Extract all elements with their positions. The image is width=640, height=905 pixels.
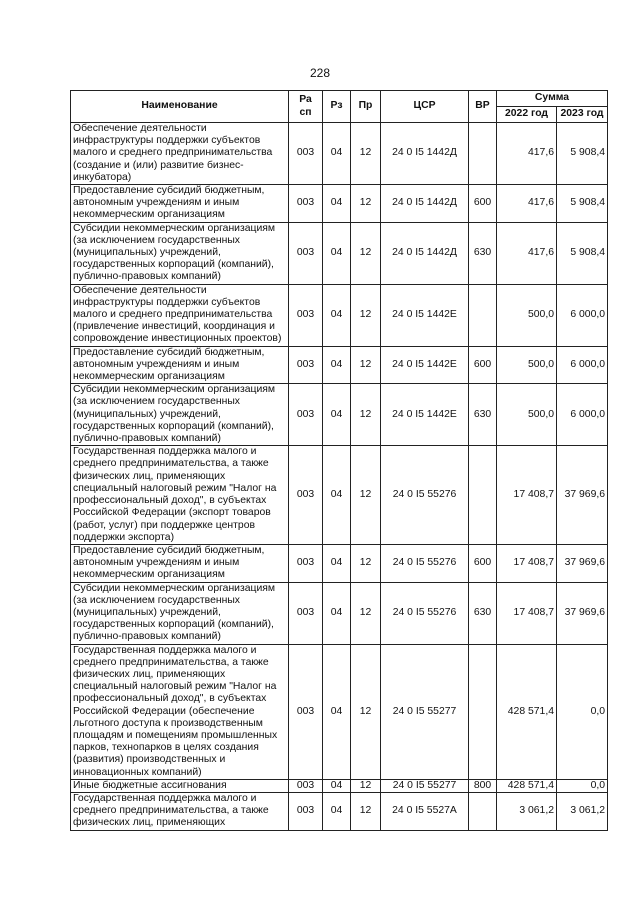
cell-name: Обеспечение деятельности инфраструктуры поддержки субъектов малого и среднего предпринимательства (создание и (или) развитие бизнес-инкубатора) bbox=[71, 123, 289, 185]
cell-vr bbox=[469, 446, 497, 545]
header-pr: Пр bbox=[351, 91, 381, 123]
cell-rz: 04 bbox=[323, 222, 351, 284]
cell-rz: 04 bbox=[323, 185, 351, 223]
cell-rz: 04 bbox=[323, 346, 351, 384]
cell-rz: 04 bbox=[323, 792, 351, 830]
cell-vr bbox=[469, 123, 497, 185]
cell-vr: 630 bbox=[469, 582, 497, 644]
cell-rz: 04 bbox=[323, 384, 351, 446]
header-name: Наименование bbox=[71, 91, 289, 123]
cell-s2022: 500,0 bbox=[497, 384, 557, 446]
cell-s2022: 428 571,4 bbox=[497, 779, 557, 792]
cell-pr: 12 bbox=[351, 185, 381, 223]
cell-s2023: 0,0 bbox=[557, 644, 608, 779]
cell-rz: 04 bbox=[323, 446, 351, 545]
cell-pr: 12 bbox=[351, 222, 381, 284]
cell-vr: 630 bbox=[469, 384, 497, 446]
cell-s2022: 417,6 bbox=[497, 123, 557, 185]
table-row bbox=[71, 384, 608, 446]
cell-rasp: 003 bbox=[289, 346, 323, 384]
cell-s2023: 0,0 bbox=[557, 779, 608, 792]
cell-pr: 12 bbox=[351, 582, 381, 644]
cell-csr: 24 0 I5 55276 bbox=[381, 446, 469, 545]
table-row bbox=[71, 582, 608, 644]
header-sum: Сумма bbox=[497, 91, 608, 107]
cell-pr: 12 bbox=[351, 446, 381, 545]
table-row bbox=[71, 222, 608, 284]
cell-pr: 12 bbox=[351, 384, 381, 446]
cell-vr bbox=[469, 792, 497, 830]
cell-s2022: 17 408,7 bbox=[497, 446, 557, 545]
cell-rasp: 003 bbox=[289, 446, 323, 545]
cell-csr: 24 0 I5 1442Д bbox=[381, 185, 469, 223]
cell-rasp: 003 bbox=[289, 123, 323, 185]
cell-vr: 630 bbox=[469, 222, 497, 284]
cell-name: Субсидии некоммерческим организациям (за исключением государственных (муниципальных) учреждений, государственных корпораций (компаний), публично-правовых компаний) bbox=[71, 582, 289, 644]
cell-s2022: 17 408,7 bbox=[497, 582, 557, 644]
cell-vr: 600 bbox=[469, 185, 497, 223]
cell-s2023: 5 908,4 bbox=[557, 123, 608, 185]
header-rasp-line1: Ра bbox=[299, 94, 312, 106]
cell-pr: 12 bbox=[351, 284, 381, 346]
cell-s2023: 3 061,2 bbox=[557, 792, 608, 830]
cell-csr: 24 0 I5 1442Д bbox=[381, 222, 469, 284]
cell-name: Государственная поддержка малого и среднего предпринимательства, а также физических лиц, применяющих специальный налоговый режим "Налог на профессиональный доход", в субъектах Российской Федерации (обеспечение льготного доступа к производственным площадям и помещениям промышленных парков, технопарков в целях создания (развития) производственных и инновационных компаний) bbox=[71, 644, 289, 779]
cell-name: Предоставление субсидий бюджетным, автономным учреждениям и иным некоммерческим организациям bbox=[71, 185, 289, 223]
cell-csr: 24 0 I5 55276 bbox=[381, 544, 469, 582]
table-row bbox=[71, 792, 608, 830]
cell-vr bbox=[469, 284, 497, 346]
cell-pr: 12 bbox=[351, 644, 381, 779]
cell-s2022: 3 061,2 bbox=[497, 792, 557, 830]
table-row bbox=[71, 185, 608, 223]
table-row bbox=[71, 446, 608, 545]
cell-s2023: 6 000,0 bbox=[557, 346, 608, 384]
cell-pr: 12 bbox=[351, 346, 381, 384]
cell-rasp: 003 bbox=[289, 185, 323, 223]
cell-rasp: 003 bbox=[289, 779, 323, 792]
cell-rasp: 003 bbox=[289, 384, 323, 446]
cell-name: Предоставление субсидий бюджетным, автономным учреждениям и иным некоммерческим организациям bbox=[71, 544, 289, 582]
cell-csr: 24 0 I5 5527А bbox=[381, 792, 469, 830]
cell-vr: 800 bbox=[469, 779, 497, 792]
cell-s2023: 6 000,0 bbox=[557, 384, 608, 446]
cell-rasp: 003 bbox=[289, 792, 323, 830]
header-rasp bbox=[289, 91, 323, 123]
cell-pr: 12 bbox=[351, 792, 381, 830]
cell-csr: 24 0 I5 55277 bbox=[381, 644, 469, 779]
cell-s2023: 5 908,4 bbox=[557, 185, 608, 223]
cell-s2022: 417,6 bbox=[497, 185, 557, 223]
cell-csr: 24 0 I5 55277 bbox=[381, 779, 469, 792]
cell-rz: 04 bbox=[323, 779, 351, 792]
table-row bbox=[71, 779, 608, 792]
cell-s2022: 428 571,4 bbox=[497, 644, 557, 779]
cell-pr: 12 bbox=[351, 544, 381, 582]
cell-csr: 24 0 I5 1442Д bbox=[381, 123, 469, 185]
budget-table bbox=[70, 90, 608, 831]
header-csr: ЦСР bbox=[381, 91, 469, 123]
header-2023: 2023 год bbox=[557, 107, 608, 123]
cell-rasp: 003 bbox=[289, 544, 323, 582]
table-row bbox=[71, 284, 608, 346]
table-row bbox=[71, 544, 608, 582]
cell-rz: 04 bbox=[323, 544, 351, 582]
cell-csr: 24 0 I5 55276 bbox=[381, 582, 469, 644]
header-rasp-line2: сп bbox=[299, 106, 312, 118]
cell-name: Предоставление субсидий бюджетным, автономным учреждениям и иным некоммерческим организациям bbox=[71, 346, 289, 384]
cell-s2023: 37 969,6 bbox=[557, 582, 608, 644]
cell-s2023: 5 908,4 bbox=[557, 222, 608, 284]
cell-rz: 04 bbox=[323, 284, 351, 346]
cell-csr: 24 0 I5 1442Е bbox=[381, 346, 469, 384]
cell-s2022: 500,0 bbox=[497, 284, 557, 346]
table-row bbox=[71, 123, 608, 185]
table-row bbox=[71, 346, 608, 384]
header-vr: ВР bbox=[469, 91, 497, 123]
cell-csr: 24 0 I5 1442Е bbox=[381, 384, 469, 446]
cell-rasp: 003 bbox=[289, 222, 323, 284]
cell-name: Иные бюджетные ассигнования bbox=[71, 779, 289, 792]
cell-rz: 04 bbox=[323, 123, 351, 185]
cell-rasp: 003 bbox=[289, 582, 323, 644]
cell-vr: 600 bbox=[469, 544, 497, 582]
cell-rasp: 003 bbox=[289, 644, 323, 779]
cell-name: Субсидии некоммерческим организациям (за исключением государственных (муниципальных) учреждений, государственных корпораций (компаний), публично-правовых компаний) bbox=[71, 222, 289, 284]
cell-pr: 12 bbox=[351, 123, 381, 185]
cell-name: Государственная поддержка малого и среднего предпринимательства, а также физических лиц, применяющих bbox=[71, 792, 289, 830]
cell-s2023: 37 969,6 bbox=[557, 544, 608, 582]
cell-s2023: 6 000,0 bbox=[557, 284, 608, 346]
cell-rasp: 003 bbox=[289, 284, 323, 346]
cell-name: Обеспечение деятельности инфраструктуры поддержки субъектов малого и среднего предпринимательства (привлечение инвестиций, координация и сопровождение инвестиционных проектов) bbox=[71, 284, 289, 346]
header-rz: Рз bbox=[323, 91, 351, 123]
cell-name: Субсидии некоммерческим организациям (за исключением государственных (муниципальных) учреждений, государственных корпораций (компаний), публично-правовых компаний) bbox=[71, 384, 289, 446]
cell-pr: 12 bbox=[351, 779, 381, 792]
table-row bbox=[71, 644, 608, 779]
cell-rz: 04 bbox=[323, 582, 351, 644]
cell-name: Государственная поддержка малого и среднего предпринимательства, а также физических лиц, применяющих специальный налоговый режим "Налог на профессиональный доход", в субъектах Российской Федерации (экспорт товаров (работ, услуг) при поддержке центров поддержки экспорта) bbox=[71, 446, 289, 545]
cell-vr: 600 bbox=[469, 346, 497, 384]
cell-s2022: 500,0 bbox=[497, 346, 557, 384]
page-number: 228 bbox=[309, 66, 331, 80]
cell-csr: 24 0 I5 1442Е bbox=[381, 284, 469, 346]
cell-s2023: 37 969,6 bbox=[557, 446, 608, 545]
cell-vr bbox=[469, 644, 497, 779]
cell-s2022: 417,6 bbox=[497, 222, 557, 284]
header-2022: 2022 год bbox=[497, 107, 557, 123]
cell-s2022: 17 408,7 bbox=[497, 544, 557, 582]
cell-rz: 04 bbox=[323, 644, 351, 779]
